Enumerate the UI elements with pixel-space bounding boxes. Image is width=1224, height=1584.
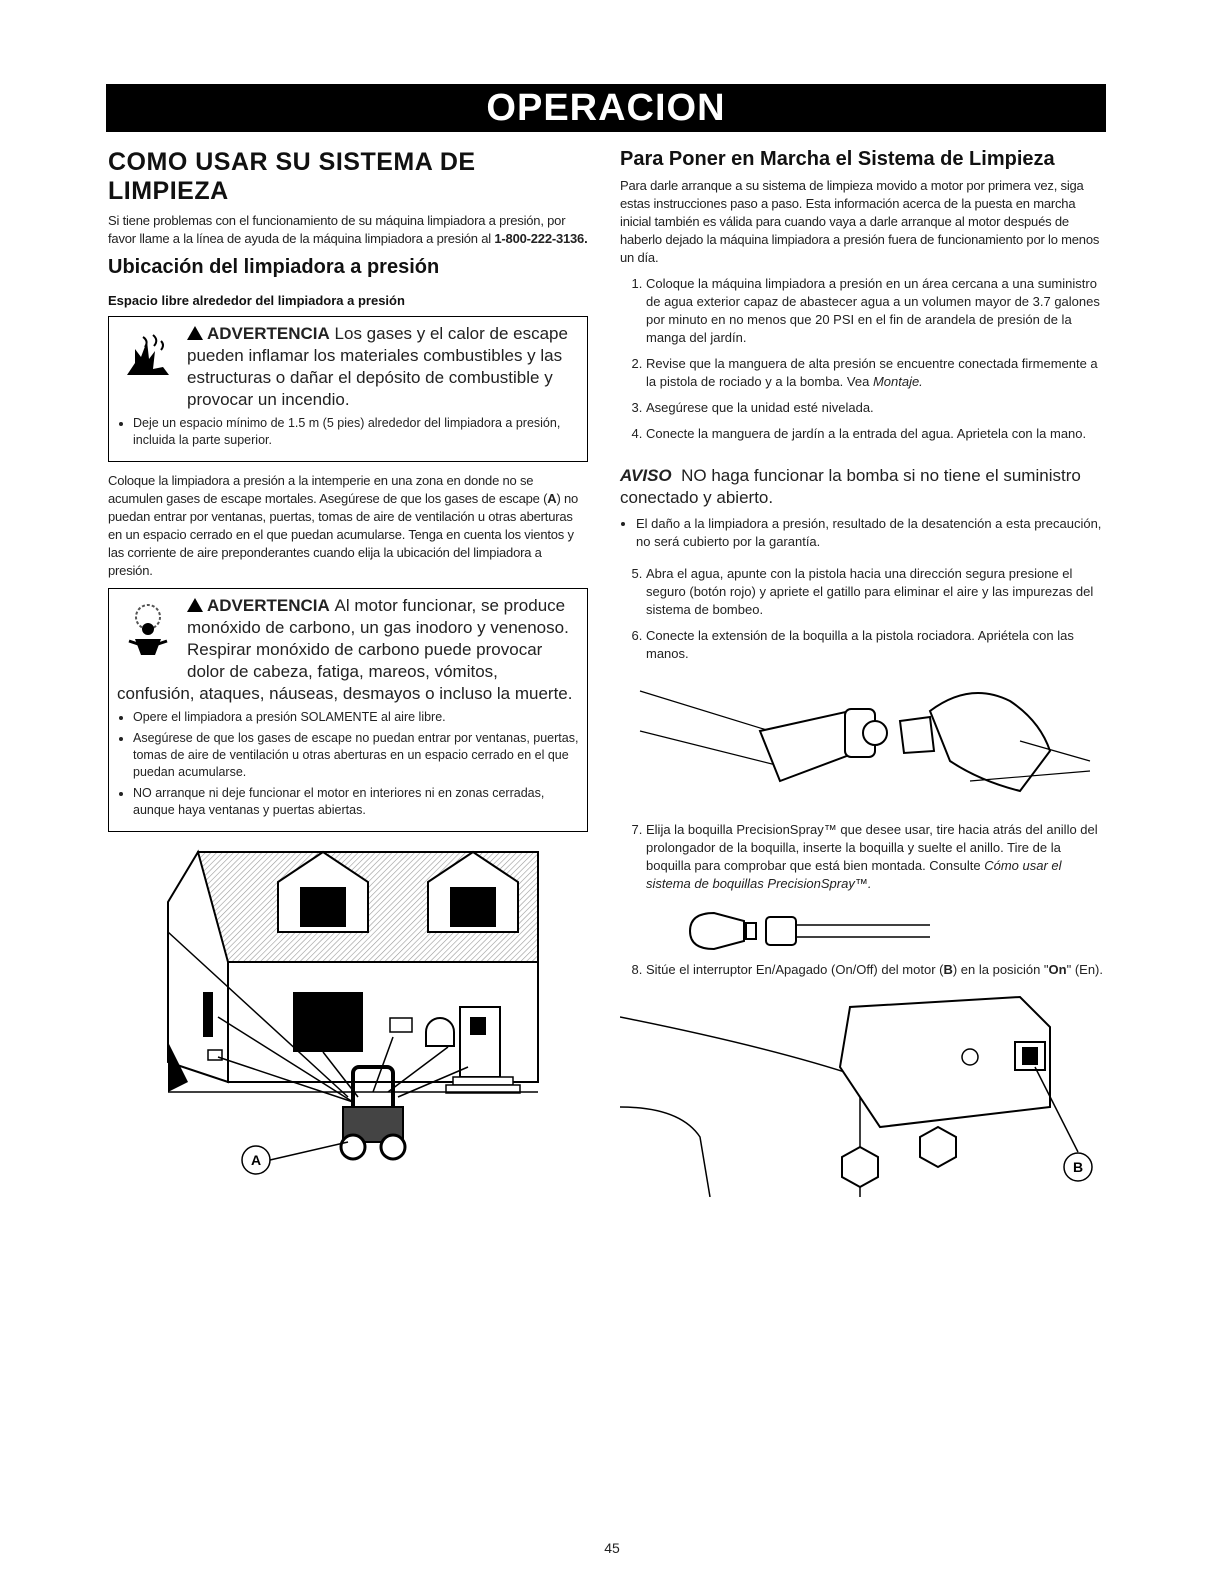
list-item: 5. Abra el agua, apunte con la pistola hacia una dirección segura presione el seguro (botón rojo) y apriete el gatillo para eliminar el aire y las impurezas del sistema de bombeo. (646, 565, 1108, 619)
section-title: COMO USAR SU SISTEMA DE LIMPIEZA (108, 148, 476, 205)
list-item: • NO arranque ni deje funcionar el motor en interiores ni en zonas cerradas, aunque haya ventanas y puertas abiertas. (133, 785, 579, 819)
fire-icon (123, 329, 179, 391)
warning-text: Los gases y el calor de escape pueden inflamar los materiales combustibles y las estructuras o dañar el depósito de combustible y provocar un incendio. (187, 324, 568, 409)
list-item: 8. Sitúe el interruptor En/Apagado (On/Off) del motor (B) en la posición "On" (En). (646, 961, 1108, 979)
exhaust-paragraph: Coloque la limpiadora a presión a la intemperie en una zona en donde no se acumulen gases de escape mortales. Asegúrese de que los gases de escape (A) no puedan entrar por ventanas, puertas, tomas de aire de ventilación u otras aberturas en un espacio cerrado en el que puedan acumularse. Tenga en cuenta los vientos y las corriente de aire preponderantes cuando elija la ubicación del limpiadora a presión. (108, 473, 579, 578)
warning-triangle-icon (187, 598, 203, 612)
warning-label: ADVERTENCIA (207, 324, 330, 343)
list-item: 7. Elija la boquilla PrecisionSpray™ que desee usar, tire hacia atrás del anillo del prolongador de la boquilla, inserte la boquilla y suelte el anillo. Tire de la boquilla para comprobar que está bien montada. Consulte Cómo usar el sistema de boquillas PrecisionSpray™. (646, 821, 1108, 893)
notice-label: AVISO (620, 466, 672, 485)
list-item: • Asegúrese de que los gases de escape no puedan entrar por ventanas, puertas, tomas de aire de ventilación u otras aberturas en un espacio cerrado en el que puedan acumularse. (133, 730, 579, 781)
fire-warning-box (108, 316, 588, 462)
clearance-heading: Espacio libre alrededor del limpiadora a presión (108, 293, 405, 308)
list-item: 1. Coloque la máquina limpiadora a presión en un área cercana a una suministro de agua exterior capaz de abastecer agua a un volumen mayor de 3.7 galones por minuto en no menos que 20 PSI en el fin de arandela de presión de la manga del jardín. (646, 275, 1108, 347)
list-item: 4. Conecte la manguera de jardín a la entrada del agua. Aprietela con la mano. (646, 425, 1108, 443)
warning-label: ADVERTENCIA (207, 596, 330, 615)
steps-list-d (620, 961, 1108, 979)
toxic-fumes-icon (123, 601, 179, 663)
list-item: 3. Asegúrese que la unidad esté nivelada. (646, 399, 1108, 417)
nozzle-extension-illustration (620, 671, 1108, 821)
list-item: • Deje un espacio mínimo de 1.5 m (5 pies) alrededor del limpiadora a presión, incluida la parte superior. (133, 415, 579, 449)
engine-switch-illustration (620, 987, 1108, 1197)
steps-list-c (620, 821, 1108, 893)
intro-paragraph: Si tiene problemas con el funcionamiento de su máquina limpiadora a presión, por favor llame a la línea de ayuda de la máquina limpiadora a presión al 1-800-222-3136. (108, 213, 588, 246)
list-item: • El daño a la limpiadora a presión, resultado de la desatención a esta precaución, no será cubierto por la garantía. (636, 515, 1108, 551)
notice: AVISO NO haga funcionar la bomba si no tiene el suministro conectado y abierto. (620, 466, 1081, 507)
nozzle-illustration (680, 901, 1108, 961)
list-item: 2. Revise que la manguera de alta presión se encuentre conectada firmemente a la pistola de rociado y a la bomba. Vea Montaje. (646, 355, 1108, 391)
warning-triangle-icon (187, 326, 203, 340)
location-heading: Ubicación del limpiadora a presión (108, 256, 440, 278)
house-illustration (108, 842, 588, 1202)
warning-bullets (117, 415, 579, 449)
list-item: • Opere el limpiadora a presión SOLAMENTE al aire libre. (133, 709, 579, 726)
co-warning-box (108, 588, 588, 832)
steps-list-a (620, 275, 1108, 443)
callout-b: B (1072, 1159, 1084, 1175)
helpline-number: 1-800-222-3136. (494, 231, 588, 246)
section-banner: OPERACION (106, 84, 1106, 132)
startup-intro: Para darle arranque a su sistema de limpieza movido a motor por primera vez, siga estas instrucciones paso a paso. Esta información acerca de la puesta en marcha inicial también es válida para cuando vaya a darle arranque al motor después de haberlo dejado la máquina limpiadora a presión fuera de funcionamiento por lo menos un día. (620, 178, 1100, 265)
list-item: 6. Conecte la extensión de la boquilla a la pistola rociadora. Apriételа con las manos. (646, 627, 1108, 663)
notice-bullets (620, 515, 1108, 551)
callout-a: A (250, 1152, 262, 1168)
warning-bullets (117, 709, 579, 819)
page-number: 45 (604, 1540, 620, 1556)
right-column (620, 140, 1108, 1197)
startup-heading: Para Poner en Marcha el Sistema de Limpieza (620, 148, 1055, 170)
warning-text: Al motor funcionar, se produce monóxido de carbono, un gas inodoro y venenoso. Respirar monóxido de carbono puede provocar dolor de cabeza, fatiga, mareos, vómitos, confusión, ataques, náuseas, desmayos o incluso la muerte. (117, 596, 573, 703)
steps-list-b (620, 565, 1108, 663)
left-column (108, 140, 588, 1202)
